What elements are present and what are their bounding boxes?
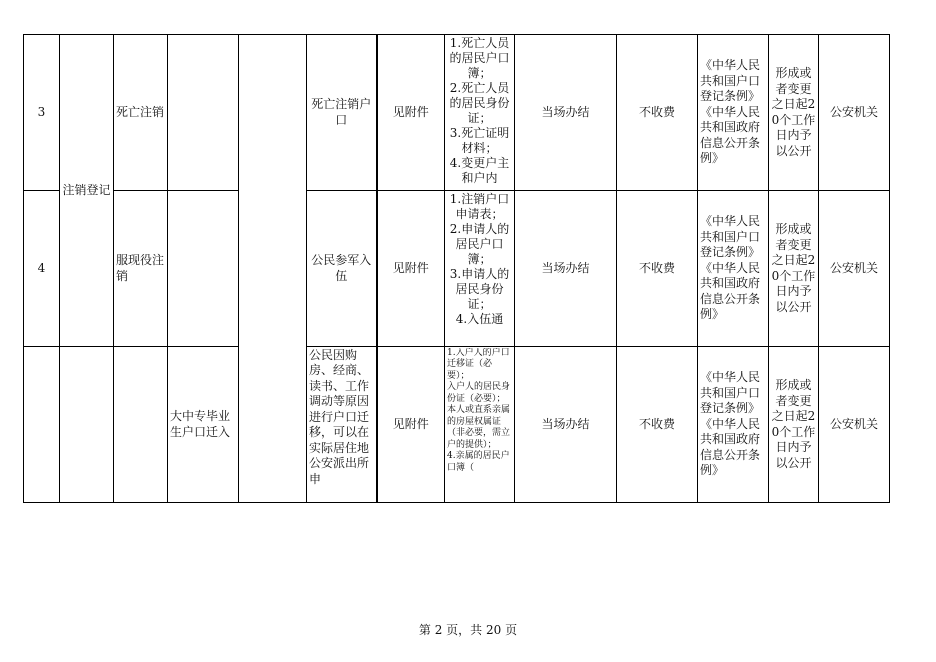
- time-limit: 当场办结: [515, 347, 617, 503]
- blank-column: [239, 35, 307, 503]
- legal-basis: 《中华人民共和国户口登记条例》《中华人民共和国政府信息公开条例》: [698, 347, 769, 503]
- item-name: [114, 347, 168, 503]
- subject: 公安机关: [819, 347, 890, 503]
- form-cell: 见附件: [377, 347, 445, 503]
- materials-cell: [445, 347, 515, 503]
- group-label: 注销登记: [60, 35, 114, 347]
- materials-text: 1.死亡人员的居民户口簿； 2.死亡人员的居民身份证； 3.死亡证明材料； 4.变更户主和户内: [449, 35, 510, 185]
- sub-item: [168, 191, 239, 347]
- materials-text: 1.注销户口申请表； 2.申请人的居民户口簿； 3.申请人的居民身份证； 4.入伍通: [449, 191, 510, 326]
- materials-text: 1.入户人的户口迁移证（必要）； 入户人的居民身份证（必要）；本人或直系亲属的房屋权属证（非必要，需立户的提供）； 4.亲属的居民户口簿（: [447, 347, 511, 473]
- fee: 不收费: [617, 347, 698, 503]
- form-cell: 见附件: [377, 191, 445, 347]
- table-row: [24, 191, 890, 347]
- condition-cell: [307, 191, 377, 347]
- page-footer: 第 2 页，共 20 页: [418, 623, 518, 637]
- condition-text: 公民参军入伍: [311, 253, 372, 283]
- sub-item: 大中专毕业生户口迁入: [168, 347, 239, 503]
- fee: 不收费: [617, 191, 698, 347]
- disclosure-time: 形成或者变更之日起20个工作日内予以公开: [769, 35, 819, 191]
- legal-basis: 《中华人民共和国户口登记条例》《中华人民共和国政府信息公开条例》: [698, 191, 769, 347]
- condition-cell: [307, 35, 377, 191]
- form-cell: 见附件: [377, 35, 445, 191]
- materials-cell: [445, 191, 515, 347]
- time-limit: 当场办结: [515, 35, 617, 191]
- sub-item: [168, 35, 239, 191]
- fee: 不收费: [617, 35, 698, 191]
- subject: 公安机关: [819, 191, 890, 347]
- subject: 公安机关: [819, 35, 890, 191]
- item-name: 服现役注销: [114, 191, 168, 347]
- row-number: 4: [24, 191, 60, 347]
- row-number: 3: [24, 35, 60, 191]
- condition-cell: [307, 347, 377, 503]
- disclosure-time: 形成或者变更之日起20个工作日内予以公开: [769, 347, 819, 503]
- legal-basis: 《中华人民共和国户口登记条例》《中华人民共和国政府信息公开条例》: [698, 35, 769, 191]
- service-table-main: [23, 34, 890, 503]
- row-number: [24, 347, 60, 503]
- condition-text: 公民因购房、经商、读书、工作调动等原因进行户口迁移，可以在实际居住地公安派出所申: [309, 347, 370, 486]
- table-row: [24, 35, 890, 191]
- materials-cell: [445, 35, 515, 191]
- table-row: [24, 347, 890, 503]
- group-label-empty: [60, 347, 114, 503]
- time-limit: 当场办结: [515, 191, 617, 347]
- page-blank-area: [0, 505, 936, 662]
- disclosure-time: 形成或者变更之日起20个工作日内予以公开: [769, 191, 819, 347]
- item-name: 死亡注销: [114, 35, 168, 191]
- condition-text: 死亡注销户口: [311, 97, 372, 127]
